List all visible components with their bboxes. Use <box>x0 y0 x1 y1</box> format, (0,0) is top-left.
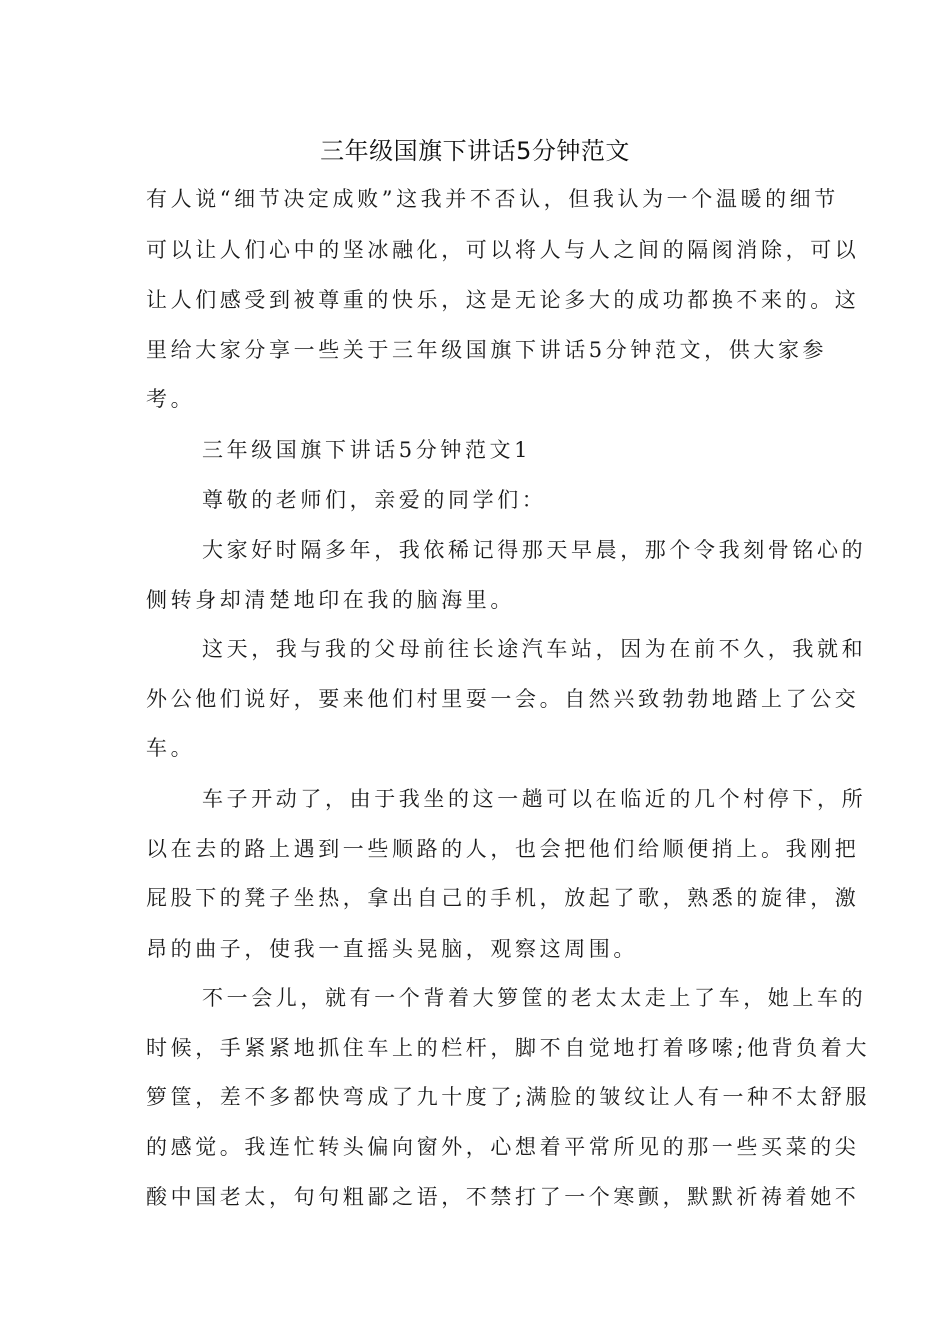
paragraph-4-line-1: 不一会儿，就有一个背着大箩筐的老太太走上了车，她上车的 <box>202 986 867 1010</box>
paragraph-4-line-5: 酸中国老太，句句粗鄙之语，不禁打了一个寒颤，默默祈祷着她不 <box>146 1185 860 1209</box>
paragraph-3-line-1: 车子开动了，由于我坐的这一趟可以在临近的几个村停下，所 <box>202 787 867 811</box>
intro-line-2: 可以让人们心中的坚冰融化，可以将人与人之间的隔阂消除，可以 <box>146 238 860 262</box>
paragraph-2-line-2: 外公他们说好，要来他们村里耍一会。自然兴致勃勃地踏上了公交 <box>146 687 860 711</box>
paragraph-4-line-4: 的感觉。我连忙转头偏向窗外，心想着平常所见的那一些买菜的尖 <box>146 1135 860 1159</box>
paragraph-2-line-1: 这天，我与我的父母前往长途汽车站，因为在前不久，我就和 <box>202 637 867 661</box>
paragraph-4-line-2: 时候，手紧紧地抓住车上的栏杆，脚不自觉地打着哆嗦;他背负着大 <box>146 1036 871 1060</box>
intro-line-5: 考。 <box>146 387 196 411</box>
paragraph-2-line-3: 车。 <box>146 736 196 760</box>
paragraph-1-line-1: 大家好时隔多年，我依稀记得那天早晨，那个令我刻骨铭心的 <box>202 538 867 562</box>
intro-line-4: 里给大家分享一些关于三年级国旗下讲话5分钟范文，供大家参 <box>146 338 828 362</box>
paragraph-3-line-3: 屁股下的凳子坐热，拿出自己的手机，放起了歌，熟悉的旋律，激 <box>146 886 860 910</box>
document-title: 三年级国旗下讲话5分钟范文 <box>320 137 630 165</box>
paragraph-1-line-2: 侧转身却清楚地印在我的脑海里。 <box>146 588 515 612</box>
intro-line-1: 有人说“细节决定成败”这我并不否认，但我认为一个温暖的细节 <box>146 187 839 211</box>
section-heading: 三年级国旗下讲话5分钟范文1 <box>202 438 532 462</box>
paragraph-3-line-4: 昂的曲子，使我一直摇头晃脑，观察这周围。 <box>146 937 638 961</box>
paragraph-3-line-2: 以在去的路上遇到一些顺路的人，也会把他们给顺便捎上。我刚把 <box>146 837 860 861</box>
salutation: 尊敬的老师们，亲爱的同学们： <box>202 488 547 512</box>
paragraph-4-line-3: 箩筐，差不多都快弯成了九十度了;满脸的皱纹让人有一种不太舒服 <box>146 1085 871 1109</box>
intro-line-3: 让人们感受到被尊重的快乐，这是无论多大的成功都换不来的。这 <box>146 288 860 312</box>
